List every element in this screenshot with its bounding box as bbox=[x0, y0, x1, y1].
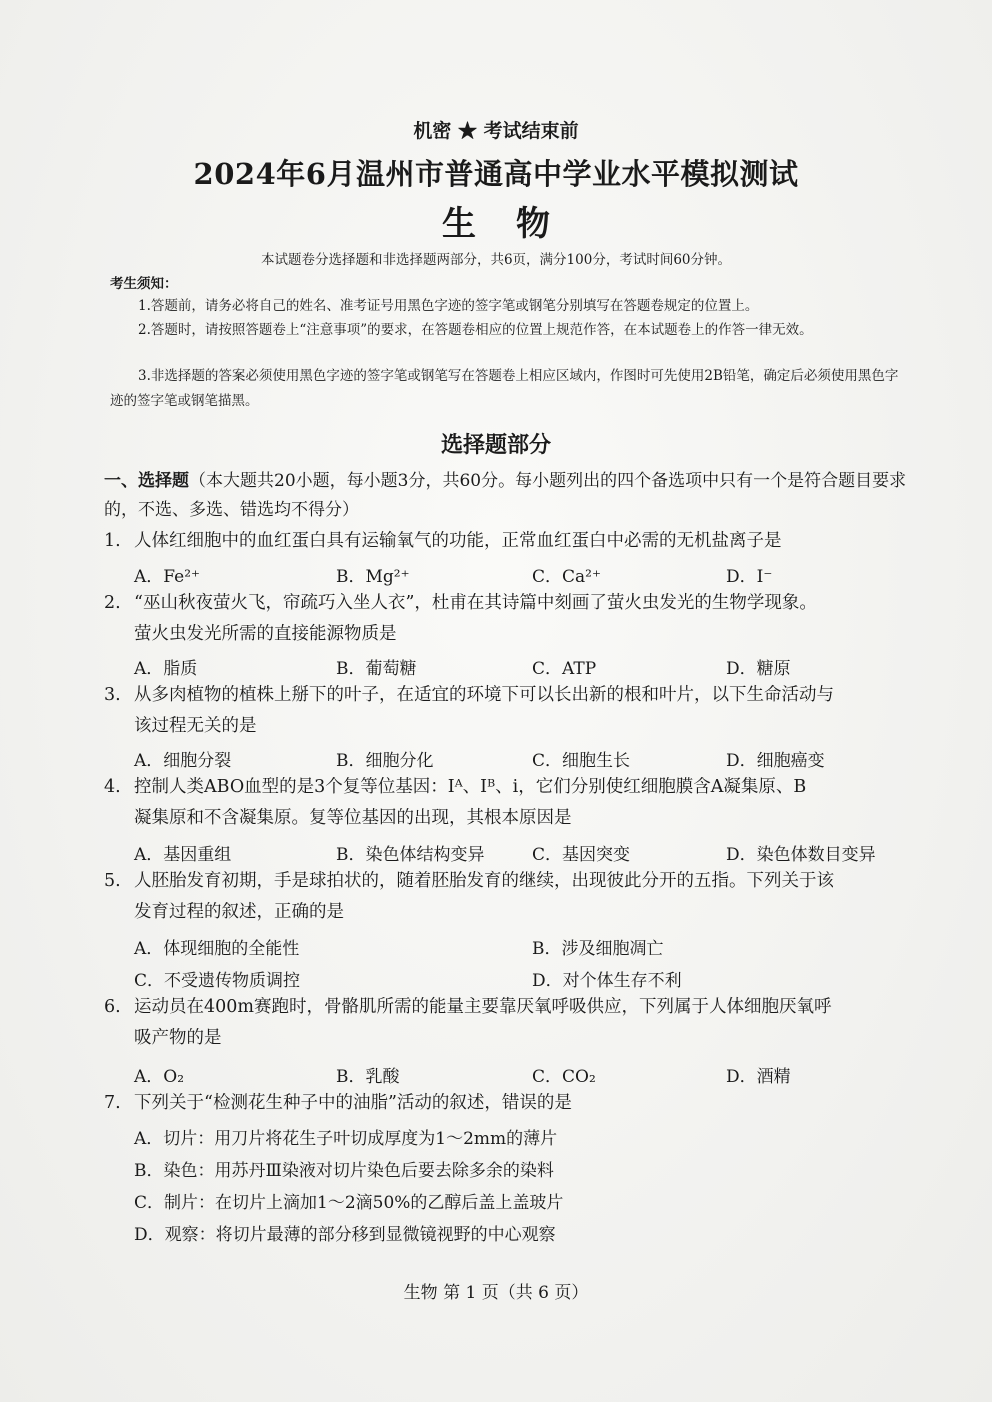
part-heading-label: 一、选择题 bbox=[104, 471, 189, 491]
option-b[interactable]: B．Mg²⁺ bbox=[336, 567, 410, 587]
notice-title: 考生须知： bbox=[110, 276, 178, 292]
options-row bbox=[134, 746, 914, 774]
option-c[interactable]: C．CO₂ bbox=[532, 1067, 596, 1087]
option-c[interactable]: C．细胞生长 bbox=[532, 751, 631, 771]
question-stem: “巫山秋夜萤火飞，帘疏巧入坐人衣”，杜甫在其诗篇中刻画了萤火虫发光的生物学现象。 bbox=[134, 593, 817, 613]
question-4: 4. 控制人类ABO血型的是3个复等位基因：Iᴬ、Iᴮ、i，它们分别使红细胞膜含A凝集原、B 凝集原和不含凝集原。复等位基因的出现，其根本原因是 bbox=[104, 772, 910, 834]
option-a[interactable]: A．细胞分裂 bbox=[134, 751, 232, 771]
part-heading bbox=[104, 467, 914, 525]
question-2: 2. “巫山秋夜萤火飞，帘疏巧入坐人衣”，杜甫在其诗篇中刻画了萤火虫发光的生物学现象。 萤火虫发光所需的直接能源物质是 bbox=[104, 588, 910, 650]
option-d[interactable]: D．染色体数目变异 bbox=[726, 845, 876, 865]
question-stem-cont: 凝集原和不含凝集原。复等位基因的出现，其根本原因是 bbox=[134, 808, 572, 828]
notice-item: 1.答题前，请务必将自己的姓名、准考证号用黑色字迹的签字笔或钢笔分别填写在答题卷规定的位置上。 bbox=[138, 298, 759, 314]
page-footer: 生物 第 1 页（共 6 页） bbox=[403, 1283, 589, 1303]
option-a[interactable]: A．脂质 bbox=[134, 659, 198, 679]
option-d[interactable]: D．观察：将切片最薄的部分移到显微镜视野的中心观察 bbox=[134, 1225, 556, 1245]
question-1: 1. 人体红细胞中的血红蛋白具有运输氧气的功能，正常血红蛋白中必需的无机盐离子是 bbox=[104, 531, 782, 551]
question-stem: 运动员在400m赛跑时，骨骼肌所需的能量主要靠厌氧呼吸供应，下列属于人体细胞厌氧呼 bbox=[134, 997, 832, 1017]
option-a[interactable]: A．基因重组 bbox=[134, 845, 232, 865]
options-row bbox=[134, 562, 914, 590]
option-d[interactable]: D．酒精 bbox=[726, 1067, 791, 1087]
option-b[interactable]: B．葡萄糖 bbox=[336, 659, 417, 679]
option-a[interactable]: A．O₂ bbox=[134, 1067, 185, 1087]
option-d[interactable]: D．细胞癌变 bbox=[726, 751, 825, 771]
question-3: 3. 从多肉植物的植株上掰下的叶子，在适宜的环境下可以长出新的根和叶片，以下生命活动与 该过程无关的是 bbox=[104, 680, 910, 742]
question-stem: 下列关于“检测花生种子中的油脂”活动的叙述，错误的是 bbox=[134, 1093, 572, 1113]
option-b[interactable]: B．涉及细胞凋亡 bbox=[532, 939, 664, 959]
question-stem-cont: 该过程无关的是 bbox=[134, 716, 257, 736]
question-5: 5. 人胚胎发育初期，手是球拍状的，随着胚胎发育的继续，出现彼此分开的五指。下列关于该 发育过程的叙述，正确的是 bbox=[104, 866, 910, 928]
part-heading-text: （本大题共20小题，每小题3分，共60分。每小题列出的四个备选项中只有一个是符合题目要求的，不选、多选、错选均不得分） bbox=[104, 471, 907, 520]
option-c[interactable]: C．基因突变 bbox=[532, 845, 631, 865]
option-c[interactable]: C．不受遗传物质调控 bbox=[134, 971, 301, 991]
option-c[interactable]: C．ATP bbox=[532, 659, 597, 679]
subject-title: 生物 bbox=[442, 204, 590, 244]
exam-title: 2024年6月温州市普通高中学业水平模拟测试 bbox=[193, 157, 799, 191]
option-b[interactable]: B．细胞分化 bbox=[336, 751, 434, 771]
notice-item: 2.答题时，请按照答题卷上“注意事项”的要求，在答题卷相应的位置上规范作答，在本试题卷上的作答一律无效。 bbox=[138, 322, 813, 338]
question-stem: 从多肉植物的植株上掰下的叶子，在适宜的环境下可以长出新的根和叶片，以下生命活动与 bbox=[134, 685, 834, 705]
exam-intro: 本试题卷分选择题和非选择题两部分，共6页，满分100分，考试时间60分钟。 bbox=[260, 252, 732, 268]
option-c[interactable]: C．制片：在切片上滴加1～2滴50%的乙醇后盖上盖玻片 bbox=[134, 1193, 564, 1213]
question-stem: 控制人类ABO血型的是3个复等位基因：Iᴬ、Iᴮ、i，它们分别使红细胞膜含A凝集原、B bbox=[134, 777, 807, 797]
option-a[interactable]: A．切片：用刀片将花生子叶切成厚度为1～2mm的薄片 bbox=[134, 1129, 558, 1149]
options-row bbox=[134, 840, 914, 868]
options-row bbox=[134, 1062, 914, 1090]
option-a[interactable]: A．Fe²⁺ bbox=[134, 567, 200, 587]
question-stem-cont: 发育过程的叙述，正确的是 bbox=[134, 902, 344, 922]
question-stem: 人胚胎发育初期，手是球拍状的，随着胚胎发育的继续，出现彼此分开的五指。下列关于该 bbox=[134, 871, 834, 891]
options-row bbox=[134, 934, 914, 962]
question-6: 6. 运动员在400m赛跑时，骨骼肌所需的能量主要靠厌氧呼吸供应，下列属于人体细胞厌氧呼 吸产物的是 bbox=[104, 992, 910, 1054]
question-7: 7. 下列关于“检测花生种子中的油脂”活动的叙述，错误的是 bbox=[104, 1093, 572, 1113]
notice-item: 3.非选择题的答案必须使用黑色字迹的签字笔或钢笔写在答题卷上相应区域内，作图时可先使用2B铅笔，确定后必须使用黑色字迹的签字笔或钢笔描黑。 bbox=[110, 368, 899, 409]
option-c[interactable]: C．Ca²⁺ bbox=[532, 567, 601, 587]
option-b[interactable]: B．染色：用苏丹Ⅲ染液对切片染色后要去除多余的染料 bbox=[134, 1161, 554, 1181]
question-stem: 人体红细胞中的血红蛋白具有运输氧气的功能，正常血红蛋白中必需的无机盐离子是 bbox=[134, 531, 782, 551]
confidential-label: 机密 ★ 考试结束前 bbox=[413, 120, 579, 142]
option-d[interactable]: D．I⁻ bbox=[726, 567, 773, 587]
option-d[interactable]: D．糖原 bbox=[726, 659, 791, 679]
question-stem-cont: 吸产物的是 bbox=[134, 1028, 222, 1048]
option-b[interactable]: B．染色体结构变异 bbox=[336, 845, 485, 865]
option-a[interactable]: A．体现细胞的全能性 bbox=[134, 939, 300, 959]
section-title: 选择题部分 bbox=[440, 432, 551, 458]
question-stem-cont: 萤火虫发光所需的直接能源物质是 bbox=[134, 624, 397, 644]
option-b[interactable]: B．乳酸 bbox=[336, 1067, 400, 1087]
option-d[interactable]: D．对个体生存不利 bbox=[532, 971, 682, 991]
options-row bbox=[134, 966, 914, 994]
options-row bbox=[134, 654, 914, 682]
